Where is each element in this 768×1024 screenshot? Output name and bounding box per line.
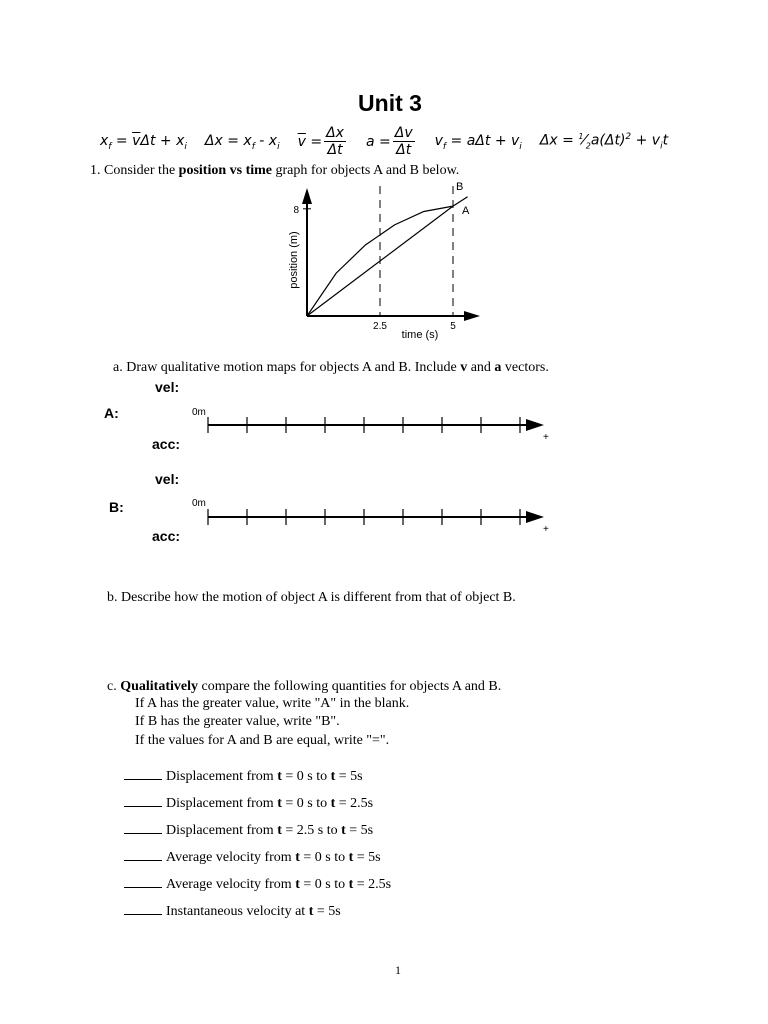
motion-map-b-origin: 0m: [192, 498, 206, 509]
answer-blank[interactable]: [124, 875, 162, 888]
part-c-rule-equal: If the values for A and B are equal, write "=".: [135, 733, 390, 748]
position-time-chart: [270, 178, 500, 348]
page-title: Unit 3: [358, 90, 422, 116]
comparison-item: Instantaneous velocity at t = 5s: [124, 902, 341, 920]
series-label-b: B: [456, 181, 464, 193]
equation-displacement: $\Delta x = x_f - x_i$: [204, 132, 280, 152]
answer-blank[interactable]: [124, 794, 162, 807]
motion-map-b-object-label: B:: [109, 499, 124, 515]
comparison-item: Displacement from t = 0 s to t = 2.5s: [124, 794, 373, 812]
x-axis-label: time (s): [401, 329, 439, 341]
y-axis-arrow-icon: [302, 188, 312, 204]
comparison-item: Average velocity from t = 0 s to t = 2.5s: [124, 875, 391, 893]
number-line-b: [208, 509, 544, 525]
x-axis-arrow-icon: [464, 311, 480, 321]
equation-acceleration: a = $\frac{\Delta v}{\Delta t}$: [365, 125, 413, 158]
page-number: 1: [395, 963, 401, 977]
part-c-rule-b: If B has the greater value, write "B".: [135, 714, 340, 729]
number-line-a: [208, 417, 544, 433]
comparison-item: Displacement from t = 2.5 s to t = 5s: [124, 821, 373, 839]
equation-final-position: $x_f = \overline{v}\Delta t + x_i$: [100, 132, 187, 152]
comparison-item: Displacement from t = 0 s to t = 5s: [124, 767, 363, 785]
x-tick-label: 5: [450, 321, 456, 332]
part-c-rule-a: If A has the greater value, write "A" in the blank.: [135, 696, 410, 711]
question-1: 1. Consider the position vs time graph for objects A and B below.: [90, 163, 460, 178]
y-tick-label: 8: [293, 204, 299, 216]
number-line-arrow-icon: [526, 419, 544, 431]
answer-blank[interactable]: [124, 821, 162, 834]
y-axis-label: position (m): [288, 231, 300, 289]
motion-map-a-plus: +: [543, 432, 549, 443]
answer-blank[interactable]: [124, 848, 162, 861]
motion-map-a-origin: 0m: [192, 407, 206, 418]
answer-blank[interactable]: [124, 902, 162, 915]
motion-map-a-acc-label: acc:: [152, 436, 181, 452]
part-b-prompt: b. Describe how the motion of object A is different from that of object B.: [107, 590, 516, 605]
motion-map-a-vel-label: vel:: [155, 379, 180, 395]
motion-map-a-axis: [200, 410, 550, 440]
motion-map-b-plus: +: [543, 524, 549, 535]
equation-kinematic-displacement: $\Delta x = ^1⁄_2a(\Delta t)^2 + v_it$: [539, 132, 669, 152]
motion-map-b-axis: [200, 502, 550, 532]
answer-blank[interactable]: [124, 767, 162, 780]
part-a-prompt: a. Draw qualitative motion maps for objects A and B. Include v and a vectors.: [113, 360, 549, 375]
equation-final-velocity: $v_f = a\Delta t + v_i$: [434, 132, 522, 152]
motion-map-b-vel-label: vel:: [155, 471, 180, 487]
x-tick-label: 2.5: [373, 321, 387, 332]
equation-average-velocity: $\overline{v}$ = $\frac{\Delta x}{\Delta t}$: [297, 125, 344, 158]
series-line-b: [307, 197, 468, 316]
motion-map-b-acc-label: acc:: [152, 528, 181, 544]
series-label-a: A: [462, 205, 470, 218]
part-c-prompt: c. Qualitatively compare the following quantities for objects A and B.: [107, 679, 502, 694]
number-line-arrow-icon: [526, 511, 544, 523]
motion-map-a-object-label: A:: [104, 405, 119, 421]
equations-row: [100, 122, 668, 162]
comparison-item: Average velocity from t = 0 s to t = 5s: [124, 848, 381, 866]
